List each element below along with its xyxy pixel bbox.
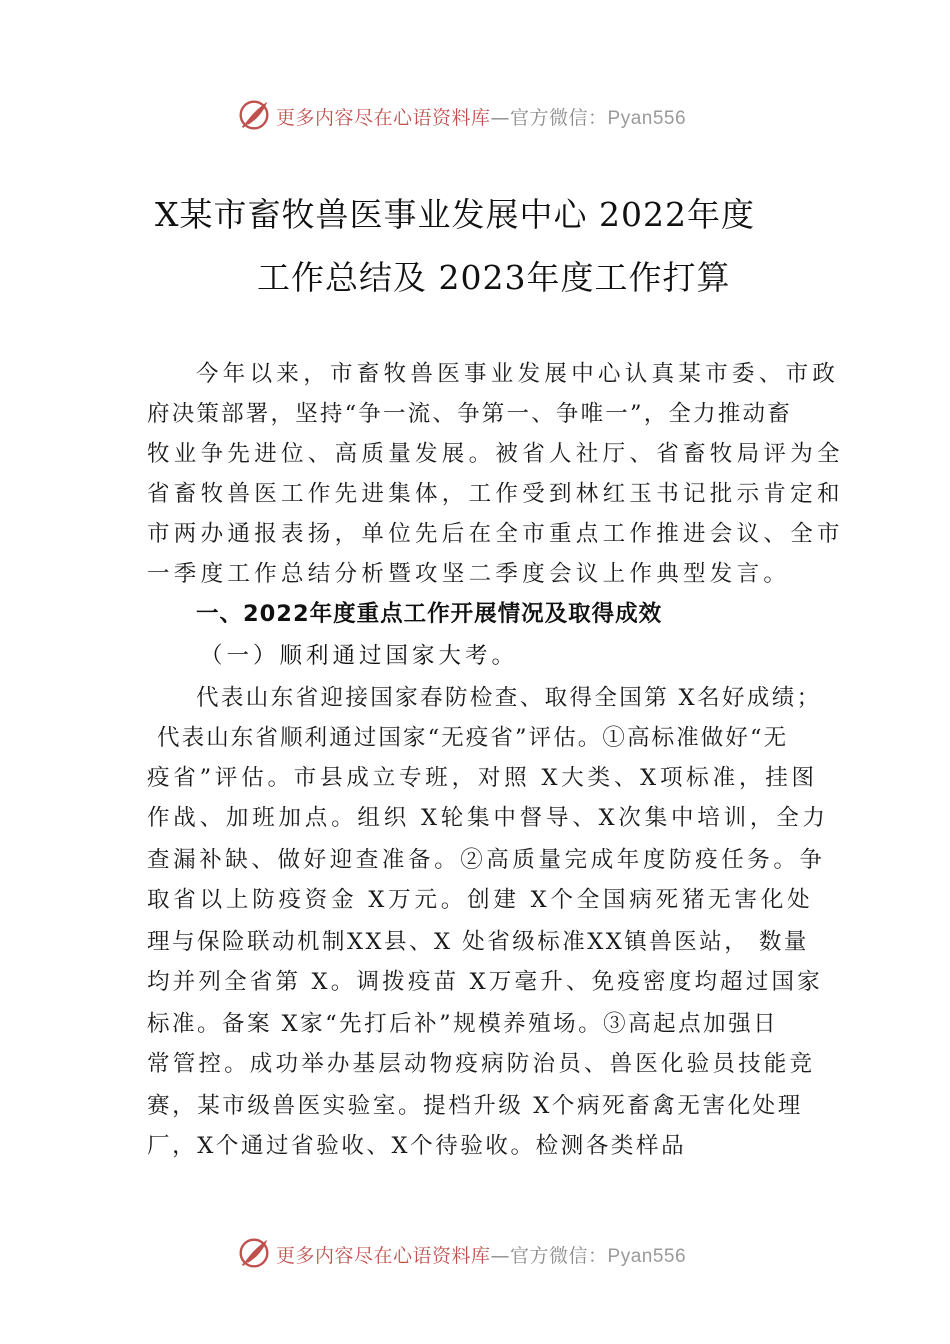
watermark-wechat-id: Pyan556 [607, 1246, 687, 1267]
body-paragraph-line: 取省以上防疫资金 X万元。创建 X个全国病死猪无害化处 [147, 887, 814, 913]
watermark-library-name: 更多内容尽在心语资料库 [276, 1245, 491, 1267]
intro-paragraph-line: 牧业争先进位、高质量发展。被省人社厅、省畜牧局评为全 [147, 441, 844, 467]
watermark-text [276, 103, 686, 130]
footer-watermark-banner [0, 1232, 950, 1276]
quill-logo-icon [235, 1234, 273, 1272]
header-watermark-banner [0, 94, 950, 138]
body-paragraph-line: 标准。备案 X家“先打后补”规模养殖场。③高起点加强日 [147, 1011, 779, 1037]
body-paragraph-line: 赛，某市级兽医实验室。提档升级 X个病死畜禽无害化处理 [147, 1093, 803, 1119]
body-paragraph-line: 理与保险联动机制XX县、X 处省级标准XX镇兽医站， 数量 [147, 929, 809, 955]
subsection-heading: （一）顺利通过国家大考。 [200, 643, 519, 669]
body-paragraph-line: 常管控。成功举办基层动物疫病防治员、兽医化验员技能竞 [147, 1051, 816, 1077]
intro-paragraph-line: 今年以来，市畜牧兽医事业发展中心认真某市委、市政 [196, 361, 840, 387]
intro-paragraph-line: 市两办通报表扬，单位先后在全市重点工作推进会议、全市 [147, 521, 844, 547]
watermark-text [276, 1241, 686, 1268]
document-title-line-1: X某市畜牧兽医事业发展中心 2022年度 [155, 195, 755, 234]
body-paragraph-line: 查漏补缺、做好迎查准备。②高质量完成年度防疫任务。争 [147, 847, 826, 873]
document-title-line-2: 工作总结及 2023年度工作打算 [257, 258, 731, 297]
body-paragraph-line: 作战、加班加点。组织 X轮集中督导、X次集中培训，全力 [147, 805, 829, 831]
body-paragraph-line: 代表山东省顺利通过国家“无疫省”评估。①高标准做好“无 [157, 725, 789, 751]
body-paragraph-line: 疫省”评估。市县成立专班，对照 X大类、X项标准，挂图 [147, 765, 818, 791]
intro-paragraph-line: 一季度工作总结分析暨攻坚二季度会议上作典型发言。 [147, 561, 791, 587]
intro-paragraph-line: 省畜牧兽医工作先进集体，工作受到林红玉书记批示肯定和 [147, 481, 844, 507]
body-paragraph-line: 均并列全省第 X。调拨疫苗 X万毫升、免疫密度均超过国家 [147, 969, 823, 995]
section-heading: 一、2022年度重点工作开展情况及取得成效 [196, 601, 663, 627]
intro-paragraph-line: 府决策部署，坚持“争一流、争第一、争唯一”，全力推动畜 [147, 401, 792, 427]
watermark-wechat-id: Pyan556 [607, 108, 687, 129]
watermark-wechat-label: —官方微信： [490, 107, 608, 129]
body-paragraph-line: 代表山东省迎接国家春防检查、取得全国第 X名好成绩； [196, 685, 822, 711]
watermark-wechat-label: —官方微信： [490, 1245, 608, 1267]
quill-logo-icon [235, 96, 273, 134]
watermark-library-name: 更多内容尽在心语资料库 [276, 107, 491, 129]
body-paragraph-line: 厂，X个通过省验收、X个待验收。检测各类样品 [147, 1133, 687, 1159]
